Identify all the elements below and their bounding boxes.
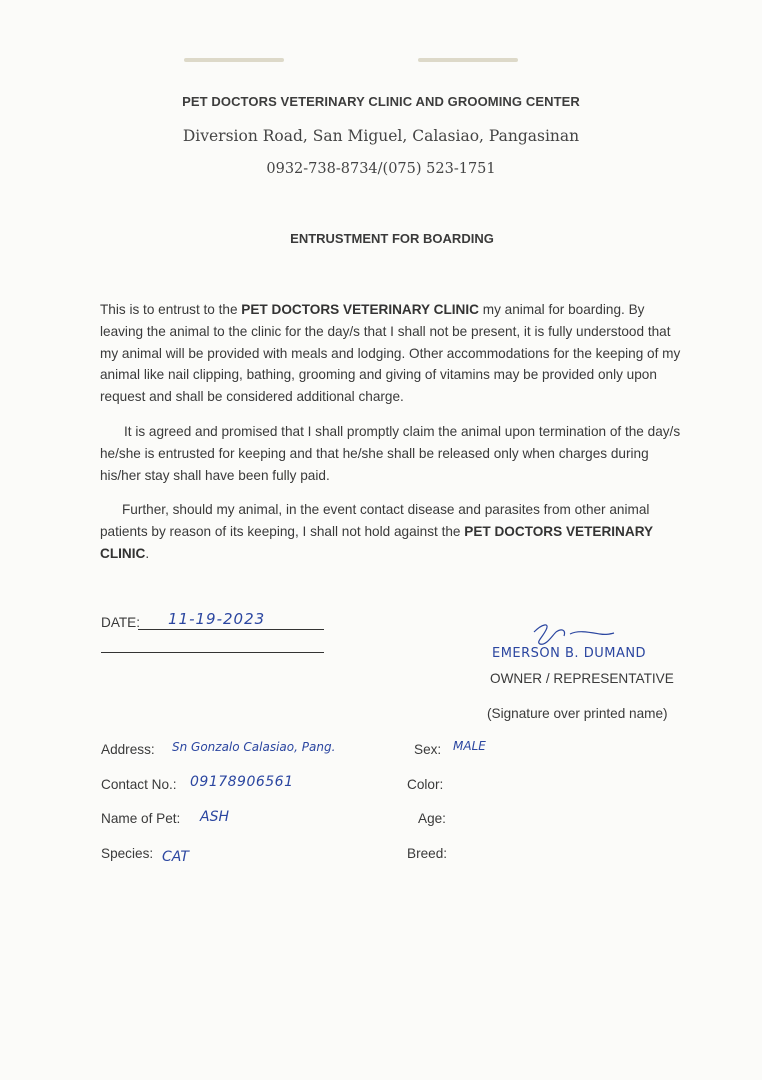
contact-label: Contact No.: <box>101 777 177 792</box>
paragraph-entrust: This is to entrust to the PET DOCTORS VETERINARY CLINIC my animal for boarding. By leaving the animal to the clinic for the day/s that I shall not be present, it is fully understood that my animal will be provided with meals and lodging. Other accommodations for the keeping of my animal like nail clipping, bathing, grooming and giving of vitamins may be provided only upon request and shall be considered additional charge. <box>100 302 681 405</box>
contact-value[interactable]: 09178906561 <box>190 774 294 790</box>
species-value[interactable]: CAT <box>162 849 189 865</box>
pet-name-value[interactable]: ASH <box>200 809 229 825</box>
date-second-line <box>101 652 324 653</box>
owner-printed-name[interactable]: EMERSON B. DUMAND <box>492 646 647 661</box>
scan-mark-right <box>418 58 518 62</box>
clinic-name-bold-2: PET DOCTORS VETERINARY CLINIC <box>100 523 653 561</box>
date-value[interactable]: 11-19-2023 <box>168 610 266 628</box>
signature-label: (Signature over printed name) <box>487 706 668 721</box>
paragraph-disease: Further, should my animal, in the event contact disease and parasites from other animal patients by reason of its keeping, I shall not hold against the PET DOCTORS VETERINARY CLINIC. <box>100 502 653 561</box>
species-label: Species: <box>101 846 154 861</box>
owner-label: OWNER / REPRESENTATIVE <box>490 671 674 686</box>
sex-label: Sex: <box>414 742 442 757</box>
color-label: Color: <box>407 777 444 792</box>
date-line <box>138 629 324 630</box>
date-label: DATE: <box>101 615 141 630</box>
document-title: ENTRUSTMENT FOR BOARDING <box>290 231 494 246</box>
age-label: Age: <box>418 811 446 826</box>
clinic-address: Diversion Road, San Miguel, Calasiao, Pangasinan <box>182 127 580 145</box>
address-value[interactable]: Sn Gonzalo Calasiao, Pang. <box>172 740 336 754</box>
scan-mark-left <box>184 58 284 62</box>
sex-value[interactable]: MALE <box>453 739 486 753</box>
breed-label: Breed: <box>407 846 448 861</box>
signature-scribble <box>528 618 618 648</box>
paragraph-claim: It is agreed and promised that I shall promptly claim the animal upon termination of the day/s he/she is entrusted for keeping and that he/she shall be released only when charges during his/her stay shall have been fully paid. <box>100 424 681 483</box>
pet-name-label: Name of Pet: <box>101 811 181 826</box>
clinic-phone: 0932-738-8734/(075) 523-1751 <box>266 161 496 177</box>
clinic-name: PET DOCTORS VETERINARY CLINIC AND GROOMING CENTER <box>182 94 580 109</box>
address-label: Address: <box>101 742 155 757</box>
clinic-name-bold: PET DOCTORS VETERINARY CLINIC <box>241 302 479 317</box>
